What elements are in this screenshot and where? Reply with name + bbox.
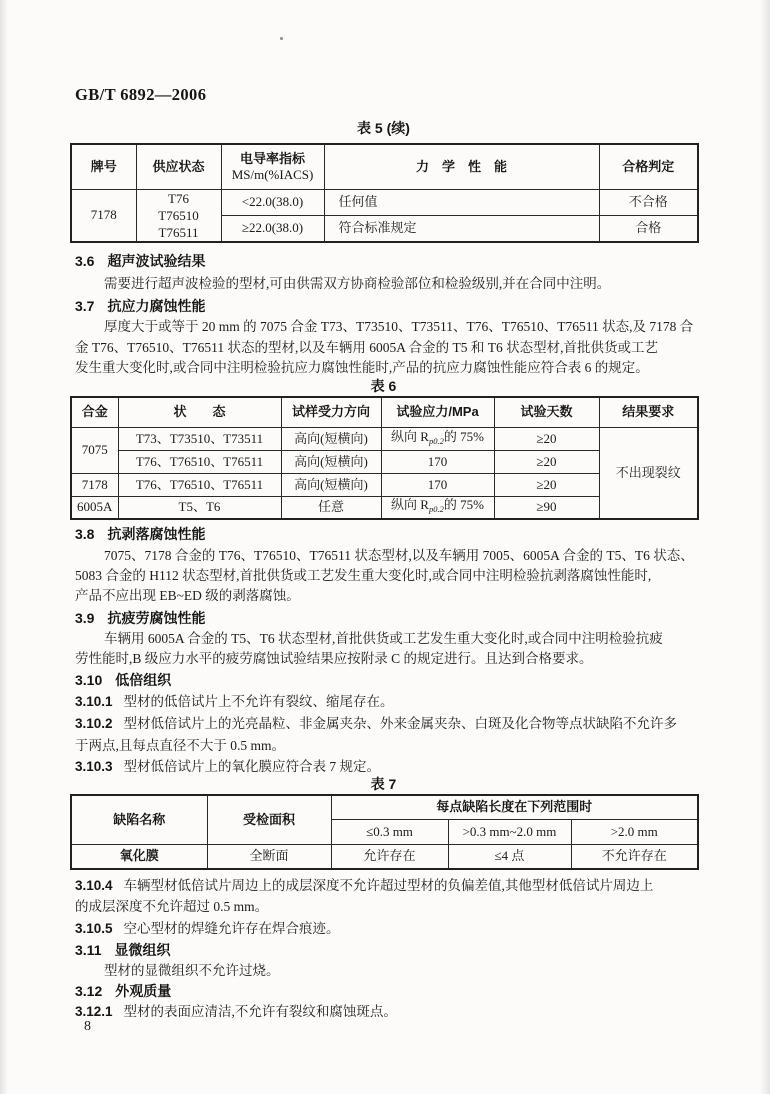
clause-number: 3.12.1 [75,1004,113,1019]
table6-header-row [71,397,698,427]
section-title: 超声波试验结果 [107,253,206,269]
table-cell: 允许存在 [331,844,448,869]
clause-number: 3.10.5 [75,921,113,936]
doc-number: GB/T 6892—2006 [75,85,207,104]
body-line: 劳性能时,B 级应力水平的疲劳腐蚀试验结果应按附录 C 的规定进行。且达到合格要求。 [75,651,593,666]
table-cell: ≥22.0(38.0) [221,215,324,241]
section-title: 抗疲劳腐蚀性能 [107,610,206,626]
page-number: 8 [84,1019,91,1034]
table-cell: ≥20 [494,427,599,450]
scan-artifact [280,37,283,40]
section-heading [75,524,205,545]
table-row [71,189,698,215]
table-cell: ≥20 [494,473,599,496]
table5 [70,143,699,243]
table-cell: 高向(短横向) [281,427,381,450]
table5-header-row [71,144,698,189]
section-number: 3.7 [75,298,95,314]
table-cell: 任何值 [324,189,599,215]
column-header: 每点缺陷长度在下列范围时 [331,795,698,819]
table-cell: T76、T76510、T76511 [118,450,281,473]
table-cell: 高向(短横向) [281,473,381,496]
clause-number: 3.10.1 [75,694,113,709]
column-header: 状 态 [118,397,281,427]
scan-artifact [762,365,766,370]
section-title: 抗应力腐蚀性能 [107,298,206,314]
section-heading [75,981,171,1002]
section-heading [75,608,205,629]
table-cell-grade: 7178 [71,189,136,242]
table-cell: <22.0(38.0) [221,189,324,215]
column-header: 试验应力/MPa [381,397,494,427]
table6-caption: 表 6 [370,378,397,394]
clause-number: 3.10.3 [75,759,113,774]
table-cell: 170 [381,450,494,473]
body-line: 3.12.1 型材的表面应清洁,不允许有裂纹和腐蚀斑点。 [75,1004,397,1019]
table7-caption: 表 7 [370,776,397,792]
table-cell: 符合标准规定 [324,215,599,241]
table-cell: T73、T73510、T73511 [118,427,281,450]
body-line: 型材的显微组织不允许过烧。 [104,963,280,978]
column-header: 电导率指标 MS/m(%IACS) [221,144,324,189]
body-line: 3.10.2 型材低倍试片上的光亮晶粒、非金属夹杂、外来金属夹杂、白斑及化合物等点状缺陷不允许多 [75,716,678,731]
table-cell: 不允许存在 [571,844,698,869]
section-heading [75,296,205,317]
section-number: 3.11 [75,942,102,958]
body-line: 的成层深度不允许超过 0.5 mm。 [75,899,269,914]
table5-caption: 表 5 (续) [357,120,410,136]
table-cell-alloy: 7178 [71,473,118,496]
table-cell: ≤4 点 [448,844,571,869]
column-header: 试验天数 [494,397,599,427]
column-header: 力 学 性 能 [324,144,599,189]
column-subheader: >0.3 mm~2.0 mm [448,819,571,844]
table-cell: ≥90 [494,496,599,519]
column-header: 合金 [71,397,118,427]
column-header: 合格判定 [599,144,698,189]
table7 [70,794,699,870]
section-number: 3.12 [75,983,103,999]
table-row [71,427,698,450]
section-heading [75,670,171,691]
column-header: 试样受力方向 [281,397,381,427]
table-cell: T76、T76510、T76511 [118,473,281,496]
section-title: 外观质量 [115,983,172,999]
column-header: 牌号 [71,144,136,189]
body-line: 3.10.3 型材低倍试片上的氧化膜应符合表 7 规定。 [75,759,381,774]
section-number: 3.10 [75,672,103,688]
section-heading [75,251,205,272]
clause-number: 3.10.4 [75,878,113,893]
body-line: 金 T76、T76510、T76511 状态的型材,以及车辆用 6005A 合金的 T5 和 T6 状态型材,首批供货或工艺 [75,340,658,355]
section-title: 抗剥落腐蚀性能 [107,526,206,542]
body-line: 于两点,且每点直径不大于 0.5 mm。 [75,738,286,753]
table6 [70,396,699,520]
section-number: 3.6 [75,253,95,269]
table-cell: 高向(短横向) [281,450,381,473]
table-cell: 170 [381,473,494,496]
column-header: 供应状态 [136,144,221,189]
section-number: 3.9 [75,610,95,626]
body-line: 3.10.1 型材的低倍试片上不允许有裂纹、缩尾存在。 [75,694,394,709]
table-cell-alloy: 7075 [71,427,118,473]
section-title: 低倍组织 [115,672,172,688]
section-title: 显微组织 [114,942,171,958]
body-line: 7075、7178 合金的 T76、T76510、T76511 状态型材,以及车辆用 7005、6005A 合金的 T5、T6 状态、 [104,548,694,563]
body-line: 厚度大于或等于 20 mm 的 7075 合金 T73、T73510、T73511、T76、T76510、T76511 状态,及 7178 合 [104,319,694,334]
section-number: 3.8 [75,526,95,542]
table-cell: T5、T6 [118,496,281,519]
body-line: 需要进行超声波检验的型材,可由供需双方协商检验部位和检验级别,并在合同中注明。 [104,276,611,291]
table-cell: 任意 [281,496,381,519]
body-line: 车辆用 6005A 合金的 T5、T6 状态型材,首批供货或工艺发生重大变化时,或合同中注明检验抗疲 [104,631,663,646]
body-line: 产品不应出现 EB~ED 级的剥落腐蚀。 [75,588,300,603]
column-subheader: ≤0.3 mm [331,819,448,844]
column-header: 受检面积 [207,795,331,844]
column-header: 缺陷名称 [71,795,207,844]
table-cell: 全断面 [207,844,331,869]
table-cell-result: 不出现裂纹 [599,427,698,519]
table-row [71,844,698,869]
column-header: 结果要求 [599,397,698,427]
body-line: 3.10.5 空心型材的焊缝允许存在焊合痕迹。 [75,921,340,936]
table-cell: 纵向 $R_{p0.2}$的 75% [381,427,494,450]
table-cell: 纵向 $R_{p0.2}$的 75% [381,496,494,519]
table-cell: ≥20 [494,450,599,473]
table-cell: 氧化膜 [71,844,207,869]
table-cell: 合格 [599,215,698,241]
table-cell-alloy: 6005A [71,496,118,519]
table-cell: 不合格 [599,189,698,215]
section-heading [75,940,170,961]
body-line: 发生重大变化时,或合同中注明检验抗应力腐蚀性能时,产品的抗应力腐蚀性能应符合表 6 的规定。 [75,360,649,375]
column-subheader: >2.0 mm [571,819,698,844]
table-cell-tempers: T76 T76510 T76511 [136,189,221,242]
body-line: 5083 合金的 H112 状态型材,首批供货或工艺发生重大变化时,或合同中注明检验抗剥落腐蚀性能时, [75,568,652,583]
clause-number: 3.10.2 [75,716,113,731]
body-line: 3.10.4 车辆型材低倍试片周边上的成层深度不允许超过型材的负偏差值,其他型材低倍试片周边上 [75,878,654,893]
table7-header-row [71,795,698,819]
